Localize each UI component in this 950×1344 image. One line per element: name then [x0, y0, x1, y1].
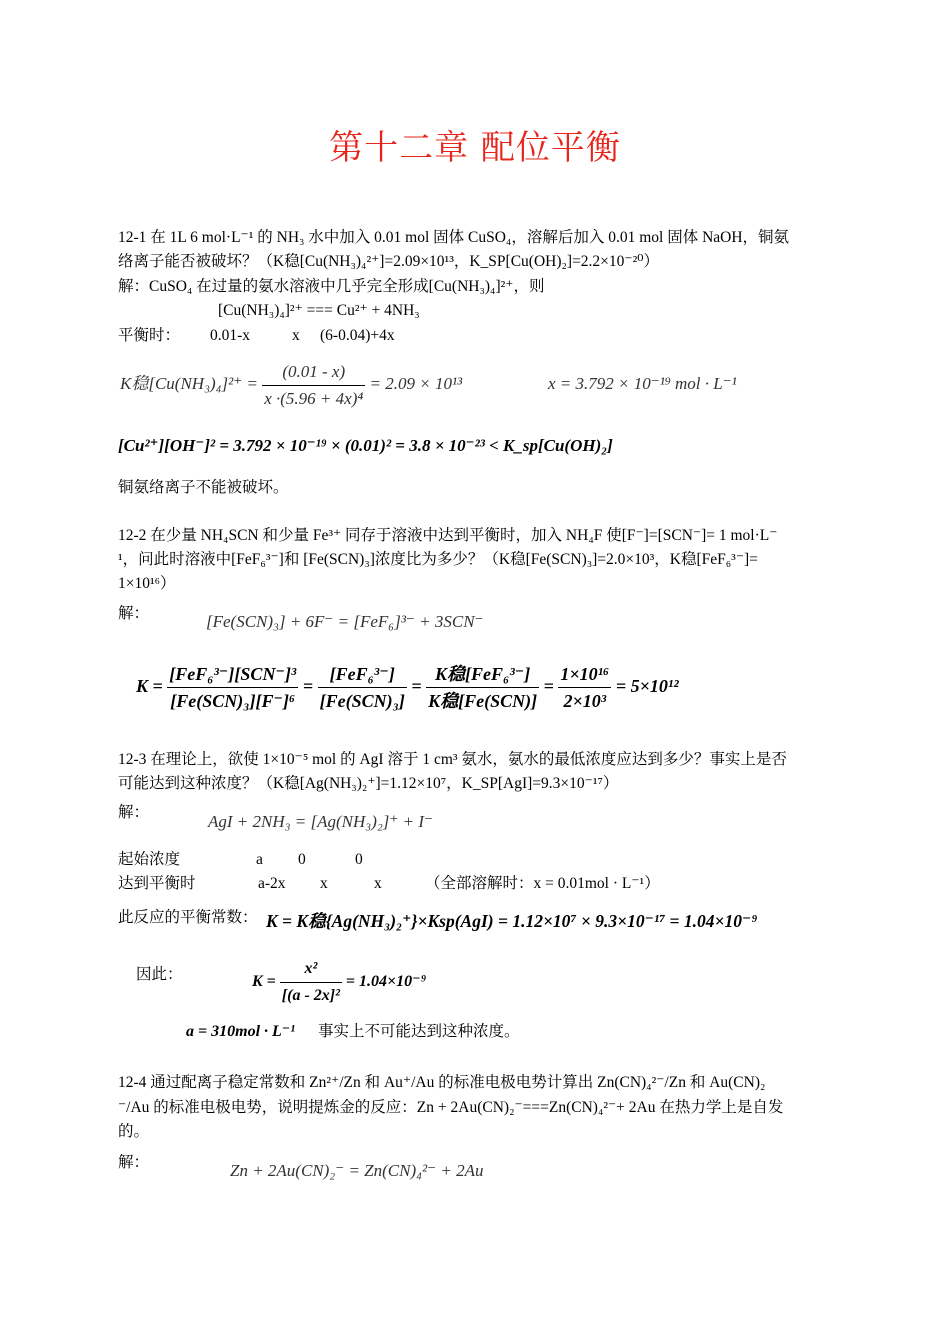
- start-value: 0: [355, 851, 363, 868]
- start-value: a: [256, 851, 263, 868]
- problem-12-4-line1: 12-4 通过配离子稳定常数和 Zn²⁺/Zn 和 Au⁺/Au 的标准电极电势计算出 Zn(CN)₄²⁻/Zn 和 Au(CN)₂: [118, 1074, 766, 1091]
- fraction-numerator: [FeF₆³⁻]: [318, 661, 407, 688]
- k-expression-12-3b: [252, 956, 426, 1009]
- chapter-title: 第十二章 配位平衡: [329, 128, 621, 168]
- k-lhs: K稳[Cu(NH₃)₄]²⁺ =: [120, 374, 258, 393]
- problem-12-2-line2: ¹，问此时溶液中[FeF₆³⁻]和 [Fe(SCN)₃]浓度比为多少？（K稳[Fe(SCN)₃]=2.0×10³，K稳[FeF₆³⁻]=: [118, 551, 758, 568]
- start-label-12-3: 起始浓度: [118, 851, 181, 868]
- fraction-denominator: K稳[Fe(SCN)]: [428, 691, 538, 712]
- reaction-12-1: [Cu(NH₃)₄]²⁺ === Cu²⁺ + 4NH₃: [218, 302, 420, 319]
- reaction-12-2: [Fe(SCN)₃] + 6F⁻ = [FeF₆]³⁻ + 3SCN⁻: [206, 612, 484, 631]
- problem-12-3-line1: 12-3 在理论上，欲使 1×10⁻⁵ mol 的 AgI 溶于 1 cm³ 氨水，氨水的最低浓度应达到多少？事实上是否: [118, 751, 787, 768]
- problem-12-4-line2: ⁻/Au 的标准电极电势，说明提炼金的反应：Zn + 2Au(CN)₂⁻===Zn(CN)₄²⁻+ 2Au 在热力学上是自发: [118, 1099, 784, 1116]
- fraction-numerator: [FeF₆³⁻][SCN⁻]³: [167, 661, 298, 688]
- k-rhs: = 1.04×10⁻⁹: [345, 973, 427, 991]
- k-fraction: [280, 956, 342, 1009]
- solution-12-4-intro: 解：: [118, 1154, 150, 1171]
- equilibrium-value: x: [320, 875, 328, 892]
- problem-12-3-line2: 可能达到这种浓度？（K稳[Ag(NH₃)₂⁺]=1.12×10⁷，K_SP[AgI]=9.3×10⁻¹⁷）: [118, 775, 619, 792]
- k-label: K =: [136, 676, 163, 696]
- equilibrium-value: (6-0.04)+4x: [320, 327, 395, 344]
- reaction-12-4: Zn + 2Au(CN)₂⁻ = Zn(CN)₄²⁻ + 2Au: [230, 1161, 484, 1180]
- k-expression-12-3: K = K稳{Ag(NH₃)₂⁺}×Ksp(AgI) = 1.12×10⁷ × 9.3×10⁻¹⁷ = 1.04×10⁻⁹: [266, 911, 758, 931]
- k-rhs: = 2.09 × 10¹³: [369, 374, 463, 393]
- fraction-numerator: K稳[FeF₆³⁻]: [426, 661, 539, 688]
- start-value: 0: [298, 851, 306, 868]
- fraction-numerator: (0.01 - x): [262, 359, 365, 386]
- fraction-numerator: 1×10¹⁶: [558, 661, 611, 688]
- solution-12-3-intro: 解：: [118, 804, 150, 821]
- fraction-denominator: [Fe(SCN)₃]: [319, 691, 405, 712]
- therefore-label: 因此：: [136, 966, 183, 983]
- problem-12-1-line2: 络离子能否被破坏？（K稳[Cu(NH₃)₄²⁺]=2.09×10¹³，K_SP[Cu(OH)₂]=2.2×10⁻²⁰）: [118, 253, 659, 270]
- a-value-12-3: a = 310mol · L⁻¹: [186, 1023, 296, 1040]
- equilibrium-label-12-3: 达到平衡时: [118, 875, 196, 892]
- solution-12-1-intro: 解：CuSO₄ 在过量的氨水溶液中几乎完全形成[Cu(NH₃)₄]²⁺，则: [118, 278, 545, 295]
- equilibrium-label-12-1: 平衡时：: [118, 327, 181, 344]
- reaction-12-3: AgI + 2NH₃ = [Ag(NH₃)₂]⁺ + I⁻: [208, 812, 433, 831]
- conclusion-12-3: 事实上不可能达到这种浓度。: [318, 1023, 520, 1040]
- fraction-denominator: x ·(5.96 + 4x)⁴: [264, 388, 364, 408]
- k-fraction: [318, 661, 407, 714]
- problem-12-1-line1: 12-1 在 1L 6 mol·L⁻¹ 的 NH₃ 水中加入 0.01 mol 固体 CuSO₄，溶解后加入 0.01 mol 固体 NaOH，铜氨: [118, 229, 790, 246]
- k-result: = 5×10¹²: [615, 676, 679, 696]
- fraction-numerator: x²: [280, 956, 342, 983]
- ion-product-12-1: [Cu²⁺][OH⁻]² = 3.792 × 10⁻¹⁹ × (0.01)² = 3.8 × 10⁻²³ < K_sp[Cu(OH)₂]: [118, 436, 613, 455]
- k-fraction: [167, 661, 298, 714]
- fraction-denominator: [Fe(SCN)₃][F⁻]⁶: [170, 691, 296, 712]
- equilibrium-value: x: [292, 327, 300, 344]
- k-expression-12-1: [120, 357, 462, 412]
- dissolution-note: （全部溶解时：x = 0.01mol · L⁻¹）: [425, 875, 660, 892]
- fraction-denominator: 2×10³: [563, 691, 607, 712]
- solution-12-2-intro: 解：: [118, 605, 150, 622]
- k-fraction: [426, 661, 539, 714]
- conclusion-12-1: 铜氨络离子不能被破坏。: [118, 479, 289, 496]
- problem-12-2-line3: 1×10¹⁶）: [118, 575, 176, 592]
- k-expression-12-2: K = $\frac{\text{[FeF₆³⁻][SCN⁻]³}}{\text{[Fe(SCN)₃][F⁻]⁶}}$ = $\frac{\text{[FeF₆³⁻]}}{\text{[Fe(SCN)₃]}}$ = $\frac{\text{K稳[FeF₆³⁻]}}{\text{K稳[Fe(SCN)]}}$ = $\frac{\text{1×10¹⁶}}{\text{2×10³}}$ = 5×10¹²: [136, 656, 679, 716]
- k-fraction: [262, 359, 365, 412]
- k-lhs: K =: [252, 973, 276, 991]
- k-fraction: [558, 661, 611, 714]
- equilibrium-value: x: [374, 875, 382, 892]
- equilibrium-value: a-2x: [258, 875, 286, 892]
- equilibrium-value: 0.01-x: [210, 327, 251, 344]
- problem-12-4-line3: 的。: [118, 1123, 150, 1140]
- fraction-denominator: [(a - 2x]²: [281, 987, 340, 1004]
- k-label-12-3: 此反应的平衡常数：: [118, 909, 258, 926]
- x-value-12-1: x = 3.792 × 10⁻¹⁹ mol · L⁻¹: [548, 374, 737, 393]
- problem-12-2-line1: 12-2 在少量 NH₄SCN 和少量 Fe³⁺ 同存于溶液中达到平衡时，加入 NH₄F 使[F⁻]=[SCN⁻]= 1 mol·L⁻: [118, 527, 778, 544]
